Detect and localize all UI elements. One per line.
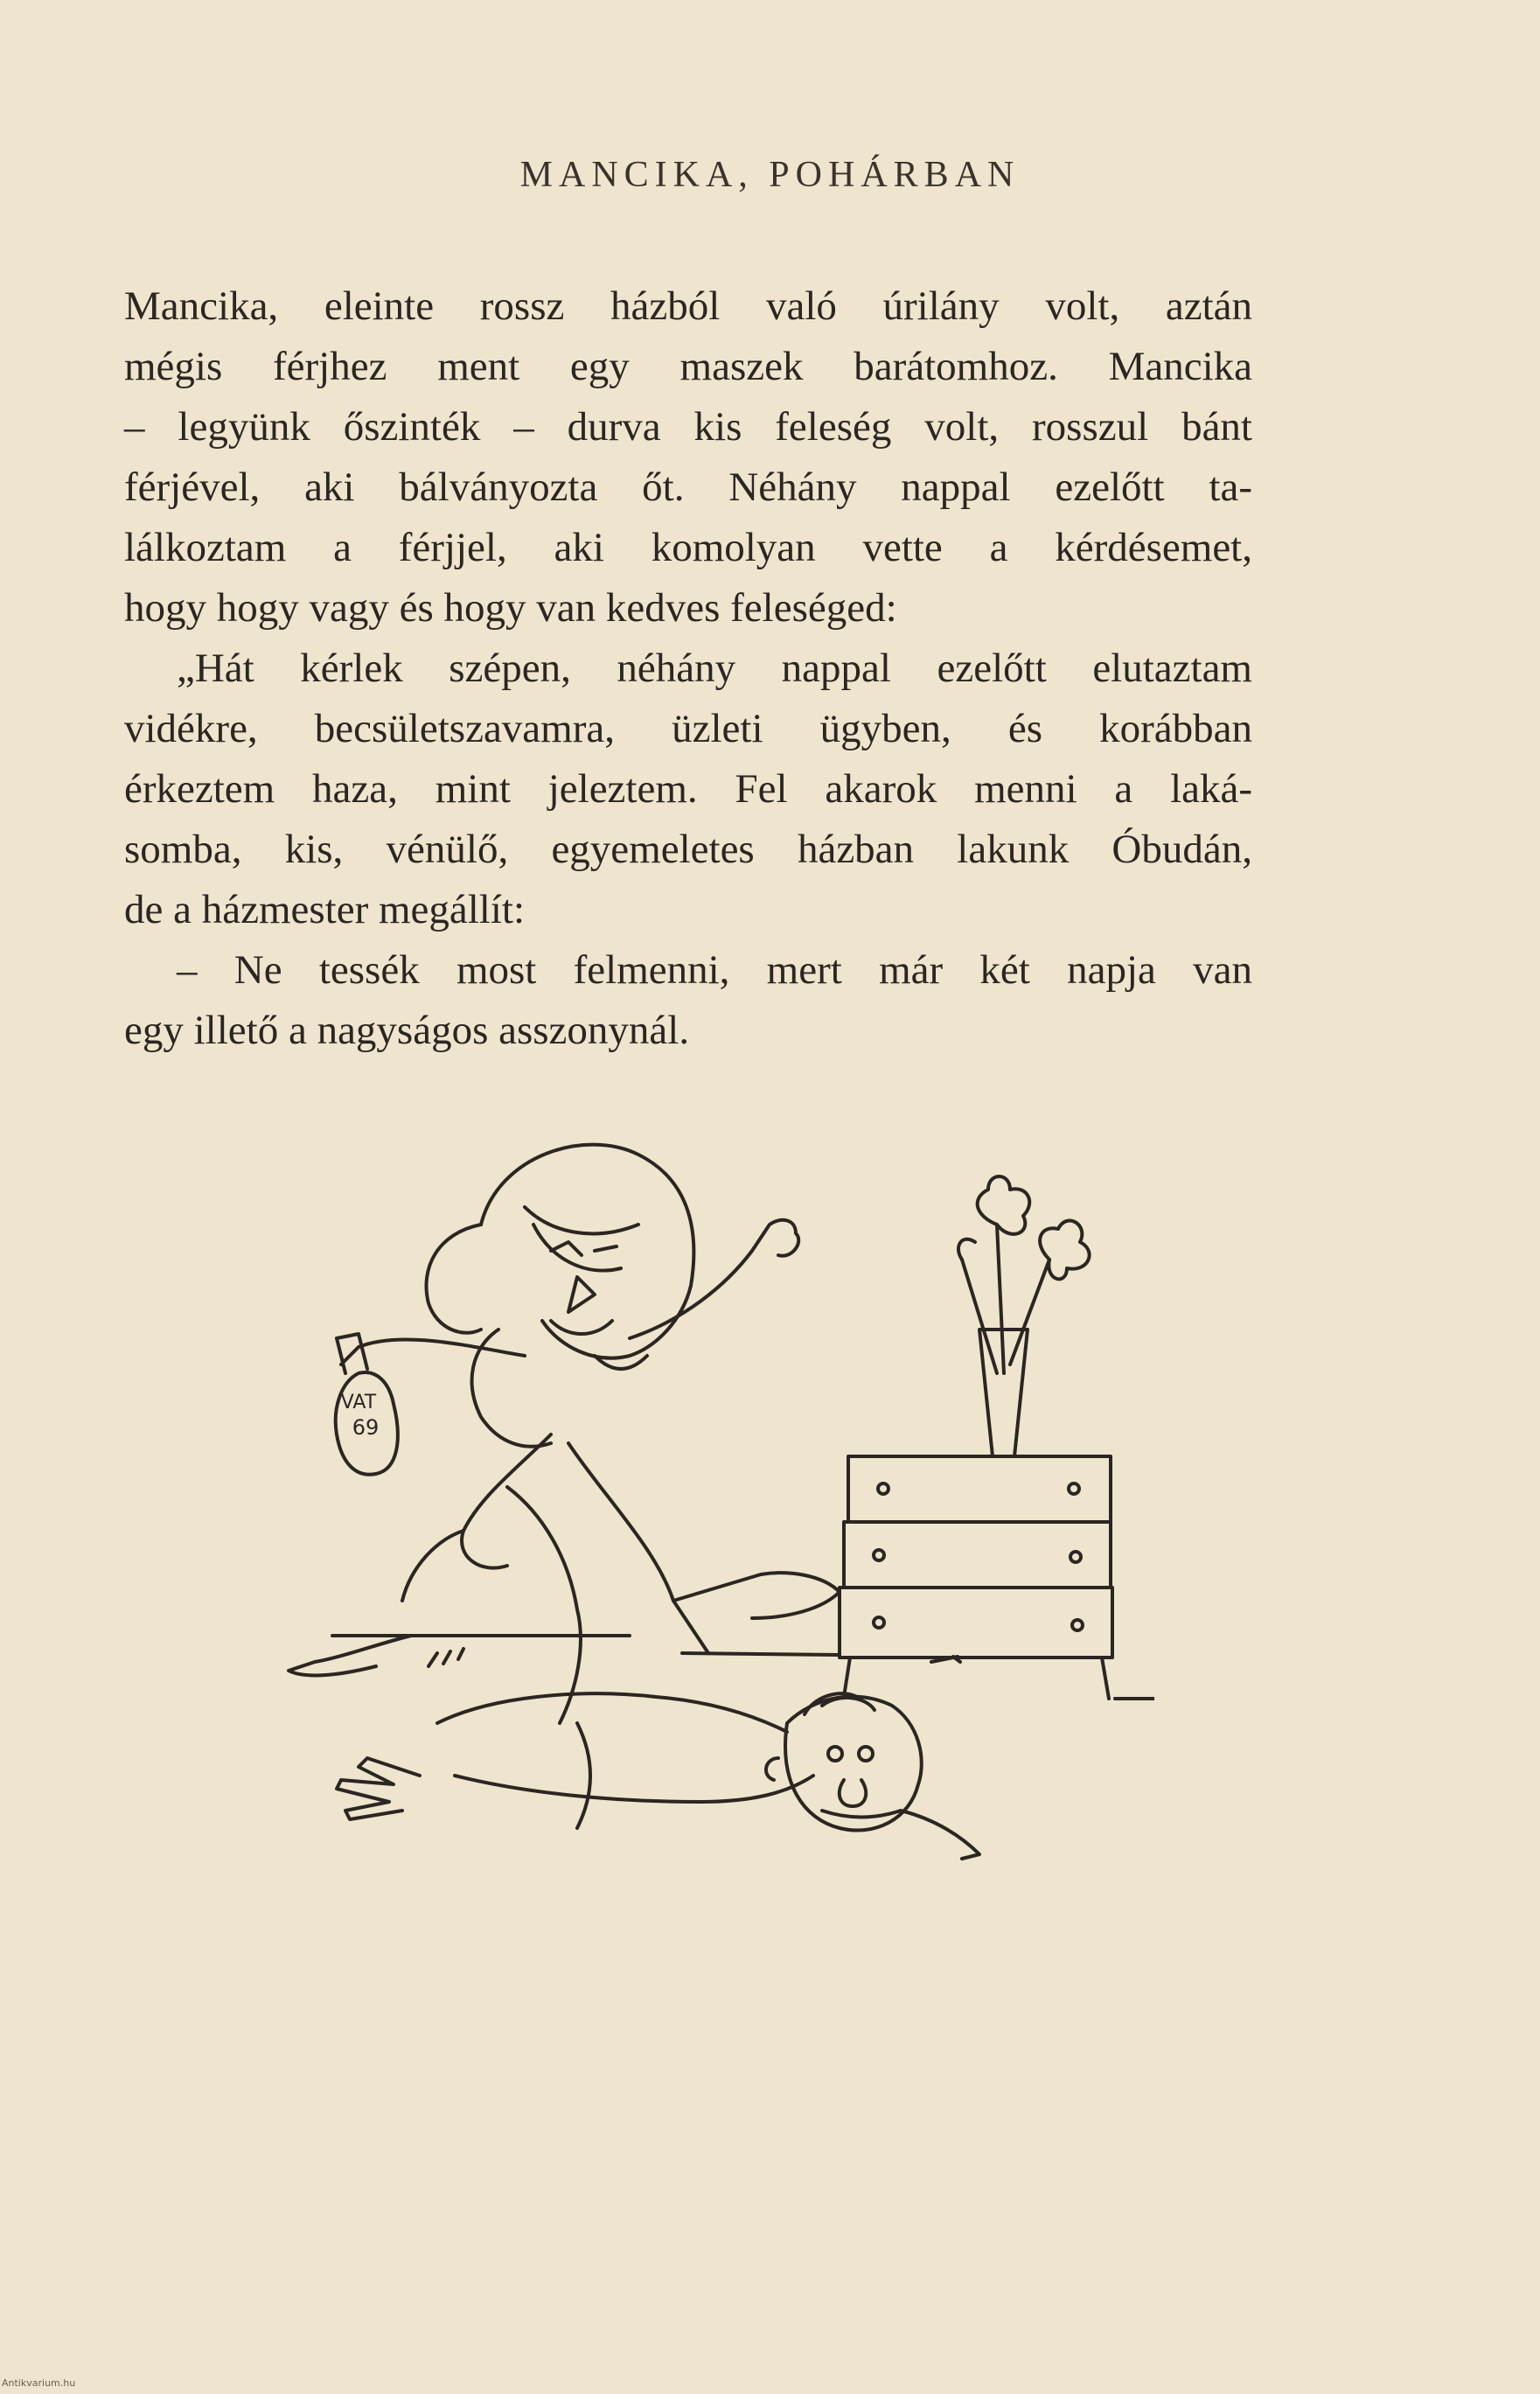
text-line: férjével, aki bálványozta őt. Néhány nappal ezelőtt ta- bbox=[124, 464, 1252, 510]
text-line: lálkoztam a férjjel, aki komolyan vette a kérdésemet, bbox=[124, 525, 1252, 570]
text-line: Mancika, eleinte rossz házból való úrilány volt, aztán bbox=[124, 283, 1252, 329]
bottle-label-line2: 69 bbox=[352, 1415, 380, 1440]
woman-drawing bbox=[289, 1145, 840, 1828]
bottle-drawing bbox=[336, 1334, 398, 1475]
text-line: mégis férjhez ment egy maszek barátomhoz. Mancika bbox=[124, 344, 1252, 389]
text-line: somba, kis, vénülő, egyemeletes házban lakunk Óbudán, bbox=[124, 827, 1252, 872]
corner-watermark: Antikvarium.hu bbox=[2, 2377, 76, 2389]
text-line: „Hát kérlek szépen, néhány nappal ezelőtt elutaztam bbox=[177, 646, 1252, 691]
text-line: érkeztem haza, mint jeleztem. Fel akarok menni a laká- bbox=[124, 766, 1252, 812]
text-line: de a házmester megállít: bbox=[124, 887, 526, 932]
dresser-drawing bbox=[840, 1456, 1112, 1699]
page-header: MANCIKA, POHÁRBAN bbox=[519, 155, 1021, 195]
text-line: – Ne tessék most felmenni, mert már két napja van bbox=[177, 947, 1252, 993]
text-line: vidékre, becsületszavamra, üzleti ügyben, és korábban bbox=[124, 706, 1252, 751]
floor-line bbox=[332, 1636, 1154, 1699]
text-line: egy illető a nagyságos asszonynál. bbox=[124, 1008, 690, 1053]
bottle-label-line1: VAT bbox=[340, 1392, 377, 1413]
cartoon-illustration bbox=[262, 1111, 1154, 1986]
text-line: – legyünk őszinték – durva kis feleség volt, rosszul bánt bbox=[124, 404, 1252, 450]
man-lying-drawing bbox=[337, 1693, 979, 1859]
body-text bbox=[124, 276, 1252, 1061]
text-line: hogy hogy vagy és hogy van kedves feleséged: bbox=[124, 585, 897, 631]
vase-with-flowers-drawing bbox=[958, 1176, 1090, 1456]
